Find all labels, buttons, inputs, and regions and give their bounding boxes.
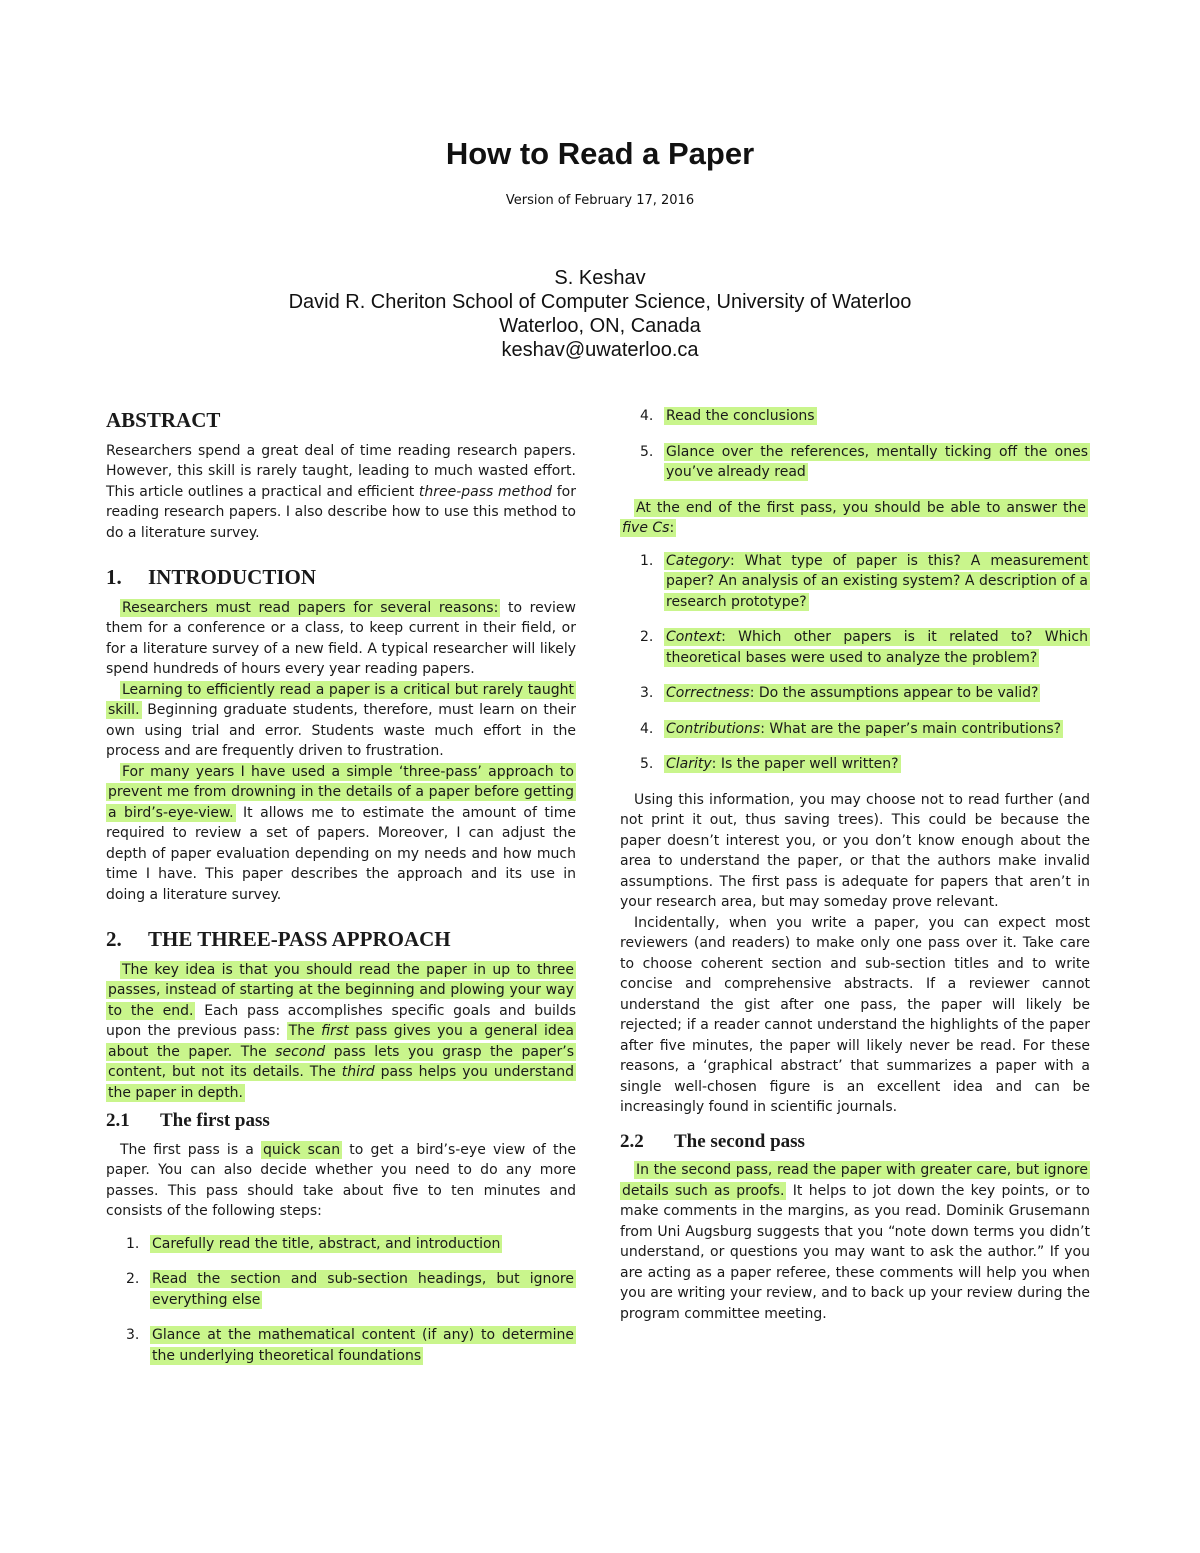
author-location: Waterloo, ON, Canada [499,315,701,337]
abstract-emphasis: three-pass method [418,483,553,500]
three-pass-paragraph [106,960,576,1104]
list-item [106,1325,576,1366]
five-cs-list [620,551,1090,775]
list-number: 4. [640,408,654,424]
author-block [0,266,1200,362]
intro-paragraph-3 [106,762,576,906]
second-pass-heading [620,1132,1090,1153]
paragraph-text: Each pass accomplishes specific goals and builds upon the previous pass: [106,1002,576,1039]
subsection-number: 2.2 [620,1130,644,1152]
first-pass-paragraph [106,1140,576,1222]
five-cs-intro [620,498,1090,539]
highlight: Read the conclusions [666,408,815,424]
term-category: Category [666,552,730,569]
author-name: S. Keshav [554,267,646,289]
highlight [664,755,901,773]
left-column [106,402,576,1381]
author-email: keshav@uwaterloo.ca [501,339,699,361]
list-item [620,406,1090,427]
highlight: The key idea is that you should read the paper in up to three passes, instead of starting at the beginning and plowing your way to the end. [108,961,574,1019]
highlight: Carefully read the title, abstract, and introduction [152,1235,501,1252]
list-number: 5. [640,756,654,772]
second-pass-paragraph [620,1160,1090,1324]
abstract-heading: ABSTRACT [106,408,221,432]
list-item [106,1269,576,1310]
highlight [664,628,1090,667]
highlight [664,684,1040,702]
emphasis-third: third [341,1064,375,1080]
list-item [620,683,1090,704]
term-contributions: Contributions [666,720,761,737]
abstract-text-end: for reading research papers. I also describe how to use this method to do a literature survey. [106,483,576,541]
highlight: Learning to efficiently read a paper is a critical but rarely taught skill. [108,681,574,718]
list-number: 2. [126,1271,140,1287]
paragraph-text: It allows me to estimate the amount of time required to review a set of papers. Moreover, I can adjust the depth of paper evaluation depending on my needs and how much time I have. This paper describes the approach and its use in doing a literature survey. [106,804,576,903]
section-number: 2. [106,927,122,951]
paragraph-text: Beginning graduate students, therefore, must learn on their own using trial and error. Students waste much effort in the process and are frequently driven to frustration. [106,702,576,759]
highlight-text: pass lets you grasp the paper’s content, but not its details. The [108,1043,574,1080]
three-pass-heading [106,929,576,950]
incidentally-paragraph: Incidentally, when you write a paper, you can expect most reviewers (and readers) to make only one pass over it. Take care to choose coherent section and sub-section titles and to write concise and comprehensive abstracts. If a reviewer cannot understand the gist after one pass, the paper will likely be rejected; if a reader cannot understand the highlights of the paper after five minutes, the paper will likely never be read. For these reasons, a ‘graphical abstract’ that summarizes a paper with a single well-chosen figure is an excellent idea and can be increasingly found in scientific journals. [620,914,1090,1115]
paper-title: How to Read a Paper [445,136,755,171]
paragraph-text: to review them for a conference or a class, to keep current in their field, or for a literature survey of a new field. A typical researcher will likely spend hundreds of hours every year reading papers. [106,599,576,677]
subsection-number: 2.1 [106,1110,130,1131]
list-item [620,442,1090,483]
term-correctness: Correctness [666,685,750,701]
term-context: Context [666,629,722,645]
highlight [664,552,1090,611]
highlight-text: pass helps you understand the paper in depth. [108,1064,574,1101]
paragraph-text: It helps to jot down the key points, or to make comments in the margins, as you read. Dominik Grusemann from Uni Augsburg suggests that you “note down terms you didn’t understand, or questions you may want to ask the author.” If you are acting as a paper referee, these comments will help you when you are writing your review, and to back up your review during the program committee meeting. [620,1182,1090,1322]
list-text: : Which other papers is it related to? Which theoretical bases were used to analyze the problem? [666,629,1088,666]
highlight-text: : [669,520,675,536]
first-pass-steps-list-continued [620,406,1090,483]
highlight: quick scan [263,1141,341,1158]
using-info-paragraph: Using this information, you may choose not to read further (and not print it out, thus saving trees). This could be because the paper doesn’t interest you, or you don’t know enough about the area to understand the paper, or that the authors make invalid assumptions. The first pass is adequate for papers that aren’t in your research area, but may someday prove relevant. [620,791,1090,910]
version-date: Version of February 17, 2016 [505,193,695,208]
list-number: 5. [640,443,654,460]
highlight-text: pass gives you a general idea about the paper. The [108,1023,574,1060]
highlight-text: The [288,1023,322,1039]
subsection-title: The second pass [674,1130,805,1152]
highlight: In the second pass, read the paper with greater care, but ignore details such as proofs. [622,1162,1088,1199]
highlight: Read the section and sub-section headings, but ignore everything else [152,1271,574,1308]
emphasis-five-cs: five Cs [622,520,670,536]
right-column [620,402,1090,1324]
list-text: : What are the paper’s main contributions? [760,720,1062,737]
list-item [620,719,1090,740]
intro-paragraph-1 [106,598,576,680]
paragraph-text: to get a bird’s-eye view of the paper. You can also decide whether you need to do any more passes. This pass should take about five to ten minutes and consists of the following steps: [106,1141,576,1219]
list-text: : What type of paper is this? A measurement paper? An analysis of an existing system? A description of a research prototype? [666,552,1088,610]
emphasis-second: second [275,1043,326,1060]
first-pass-heading [106,1111,576,1132]
list-item [620,551,1090,613]
term-clarity: Clarity [666,756,712,772]
highlight: Researchers must read papers for several reasons: [122,599,499,616]
highlight: For many years I have used a simple ‘three-pass’ approach to prevent me from drowning in the details of a paper before getting a bird’s-eye-view. [108,763,574,821]
introduction-heading [106,567,576,588]
section-title: THE THREE-PASS APPROACH [148,927,451,951]
list-number: 1. [126,1235,140,1252]
emphasis-first: first [321,1023,349,1039]
highlight: Glance at the mathematical content (if any) to determine the underlying theoretical foundations [152,1327,574,1364]
list-text: : Is the paper well written? [711,756,899,772]
abstract-text: Researchers spend a great deal of time reading research papers. However, this skill is rarely taught, leading to much wasted effort. This article outlines a practical and efficient [106,442,576,500]
subsection-title: The first pass [160,1110,270,1131]
section-number: 1. [106,565,122,589]
list-number: 2. [640,629,654,645]
highlight: Glance over the references, mentally ticking off the ones you’ve already read [666,443,1088,480]
section-title: INTRODUCTION [148,565,317,589]
paragraph-text: The first pass is a [120,1141,262,1158]
abstract-paragraph [106,441,576,544]
author-affiliation: David R. Cheriton School of Computer Science, University of Waterloo [288,291,912,313]
list-number: 3. [640,685,654,701]
intro-paragraph-2 [106,680,576,762]
list-number: 4. [640,720,654,737]
list-number: 3. [126,1327,140,1343]
first-pass-steps-list [106,1234,576,1367]
highlight [664,720,1063,738]
list-number: 1. [640,552,654,569]
list-item [620,627,1090,668]
list-item [106,1234,576,1255]
highlight-text: At the end of the first pass, you should be able to answer the [636,499,1086,516]
list-text: : Do the assumptions appear to be valid? [749,685,1039,701]
list-item [620,754,1090,775]
highlight [620,499,1088,538]
